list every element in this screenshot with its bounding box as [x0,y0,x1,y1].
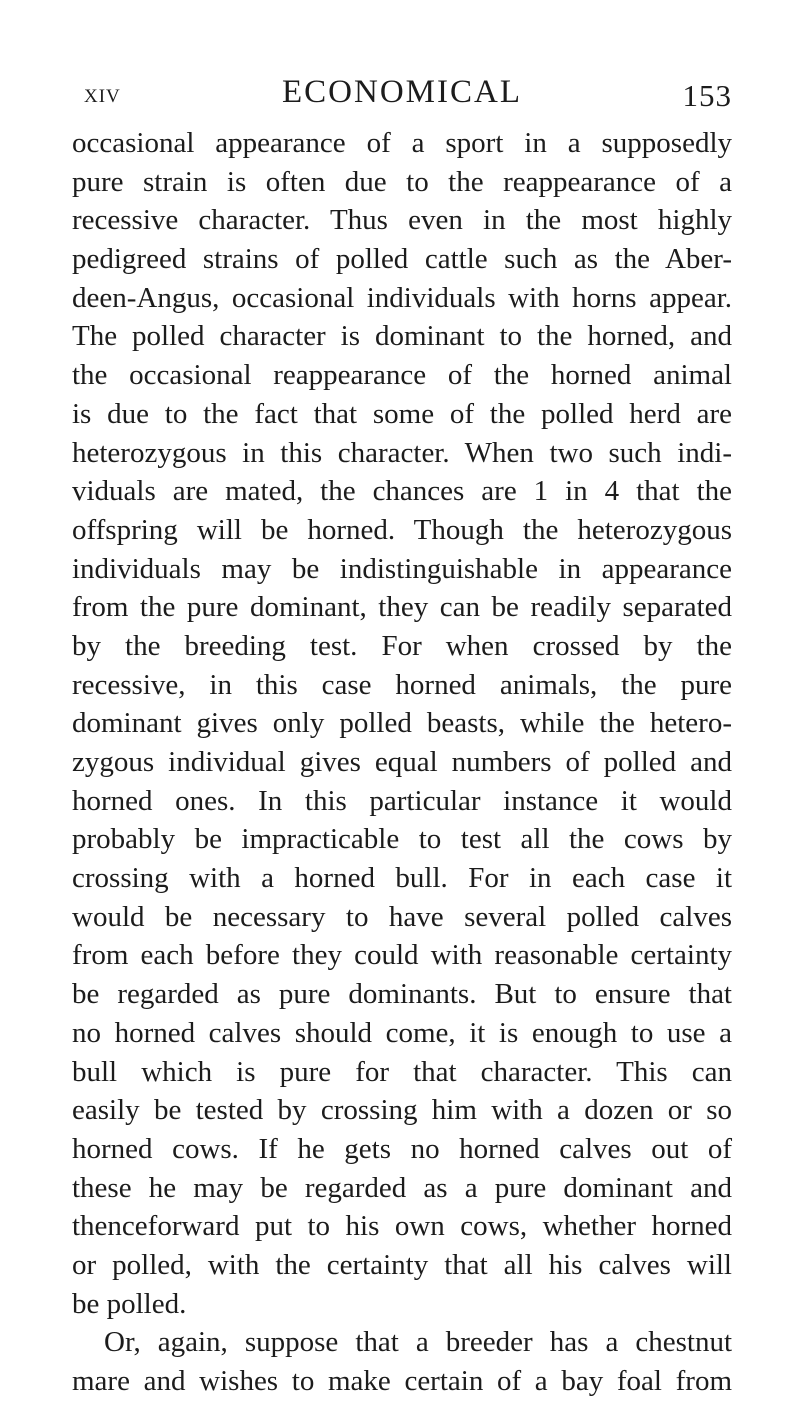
text-line: easily be tested by crossing him with a dozen or so [72,1094,732,1127]
text-line: horned cows. If he gets no horned calves out of [72,1132,732,1165]
body-text [72,124,732,1401]
text-line: or polled, with the certainty that all his calves will [72,1248,732,1281]
text-line: from each before they could with reasonable certainty [72,939,732,972]
text-line: no horned calves should come, it is enough to use a [72,1016,732,1049]
text-line: be regarded as pure dominants. But to ensure that [72,978,732,1011]
text-line: bull which is pure for that character. This can [72,1055,732,1088]
text-line: mare and wishes to make certain of a bay foal from [72,1365,732,1397]
text-line: thenceforward put to his own cows, whether horned [72,1210,732,1243]
text-line: dominant gives only polled beasts, while the hetero- [72,707,732,740]
text-line: would be necessary to have several polled calves [72,900,732,933]
page-number: 153 [682,78,732,113]
paragraph-end-line: be polled. [72,1287,187,1320]
text-line: viduals are mated, the chances are 1 in 4 that the [72,475,732,508]
text-line: horned ones. In this particular instance it would [72,784,732,817]
text-line: crossing with a horned bull. For in each case it [72,862,732,895]
text-line: offspring will be horned. Though the heterozygous [72,513,732,546]
text-line: occasional appearance of a sport in a supposedly [72,127,732,159]
text-line: from the pure dominant, they can be readily separated [72,591,732,624]
chapter-numeral: XIV [84,86,121,107]
text-line: individuals may be indistinguishable in appearance [72,552,732,585]
text-line: the occasional reappearance of the horned animal [72,359,732,392]
text-line: recessive, in this case horned animals, the pure [72,668,732,701]
text-line: heterozygous in this character. When two such indi- [72,436,732,469]
text-line: zygous individual gives equal numbers of polled and [72,746,732,778]
running-head: ECONOMICAL [282,74,522,110]
text-line: recessive character. Thus even in the most highly [72,204,732,237]
text-line: probably be impracticable to test all the cows by [72,823,732,856]
text-line: deen-Angus, occasional individuals with horns appear. [72,281,732,314]
page-header [72,74,732,114]
text-line: The polled character is dominant to the horned, and [72,320,732,353]
paragraph-start-line: Or, again, suppose that a breeder has a chestnut [104,1326,732,1359]
text-line: by the breeding test. For when crossed by the [72,629,732,662]
text-line: these he may be regarded as a pure dominant and [72,1171,732,1204]
text-line: pure strain is often due to the reappearance of a [72,165,732,198]
text-line: pedigreed strains of polled cattle such as the Aber- [72,243,732,276]
text-line: is due to the fact that some of the polled herd are [72,397,732,430]
